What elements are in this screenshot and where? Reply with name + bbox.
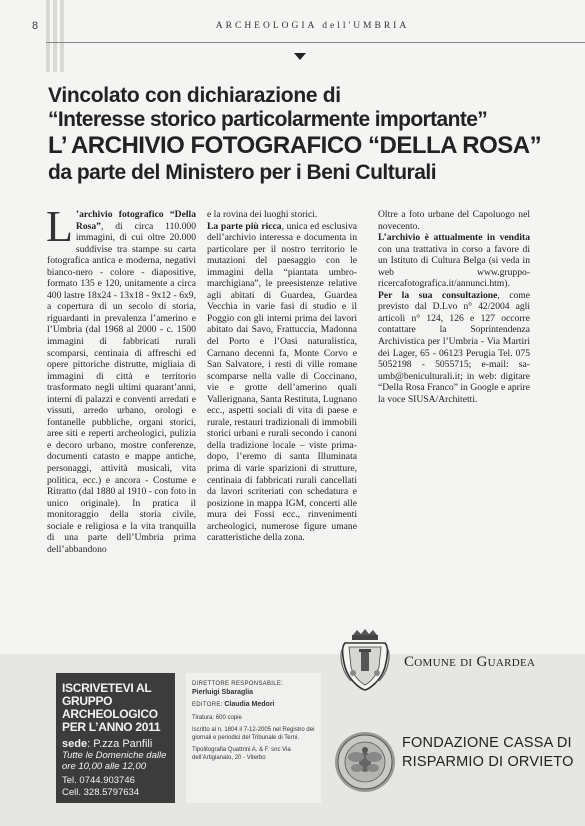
colophon-box	[186, 673, 321, 803]
article-column-1	[46, 202, 196, 555]
article-headline	[48, 84, 568, 185]
fondazione-line-2: RISPARMIO DI ORVIETO	[402, 754, 574, 770]
promo-title: ISCRIVETEVI AL GRUPPO ARCHEOLOGICO PER L’ANNO 2011	[62, 681, 161, 734]
headline-line-1: Vincolato con dichiarazione di	[48, 84, 341, 107]
article-column-3	[378, 209, 530, 555]
drop-cap: L	[46, 202, 73, 251]
lead-bold: L’archivio è attualmente in vendita	[378, 232, 530, 244]
foundation-seal-icon	[334, 731, 396, 793]
magazine-title: ARCHEOLOGIA dell'UMBRIA	[215, 21, 410, 31]
paragraph-text: con una trattativa in corso a favore di un Istituto di Cultura Belga (si veda in web www.gruppo-ricercafotografica.it/annunci.htm).	[378, 243, 530, 290]
sede-value: : P.zza Panfili	[87, 738, 153, 750]
director-name: Pierluigi Sbaraglia	[192, 688, 254, 696]
print-run: Tiratura: 600 copie	[192, 714, 242, 721]
comune-name: Comune di Guardea	[404, 654, 536, 670]
sede-label: sede	[62, 738, 88, 750]
article-column-2	[207, 209, 357, 555]
promo-schedule: Tutte le Domeniche dalle ore 10,00 alle 12,00	[62, 750, 167, 772]
header-decoration	[46, 0, 64, 72]
lead-bold: La parte più ricca	[207, 220, 282, 232]
header-rule	[46, 42, 585, 43]
promo-cell: Cell. 328.5797634	[62, 787, 140, 798]
fondazione-line-1: FONDAZIONE CASSA DI	[402, 735, 572, 751]
paragraph-text: , come previsto dal D.Lvo n° 42/2004 agli articoli n° 124, 126 e 127 occorre contattare la Soprintendenza Archivistica per l’Umbria - Via Martiri dei Lager, 65 - 06123 Perugia Tel. 075 5052198 - 5055715; e-mail: sa-umb@beniculturali.it; in web: digitare “Della Rosa Franco” in Google e aprire la voce SIUSA/Architetti.	[378, 289, 530, 405]
article-body	[46, 202, 557, 555]
fondazione-name	[402, 734, 574, 772]
lead-bold: Per la sua consultazione	[378, 289, 498, 301]
promo-sede	[62, 738, 169, 750]
editor-name: Claudia Medori	[224, 701, 275, 708]
paragraph-text: e la rovina dei luoghi storici.	[207, 209, 318, 220]
registration: Iscritto al n. 1804 il 7-12-2005 nel Registro dei giornali e periodici del Tribunale di Terni.	[192, 727, 315, 741]
promo-tel: Tel. 0744.903746	[62, 775, 135, 786]
promo-box	[56, 673, 175, 803]
headline-line-2: “Interesse storico particolarmente importante”	[48, 108, 488, 131]
printer: Tipolitografia Quattrini A. & F. snc Via dell’Artigianato, 20 - Viterbo	[192, 747, 291, 761]
paragraph-text: , di circa 110.000 immagini, di cui oltre 20.000 suddivise tra stampe su carta fotografica antica e moderna, negativi bianco-nero - colore - diapositive, formato 135 e 120, unitamente a circa 400 lastre 18x24 - 13x18 - 9x12 - 6x9, a copertura di un secolo di storia, riguardanti in prevalenza l’amerino e l’Umbria (dal 1968 al 2000 - c. 1500 immagini di fabbricati rurali scomparsi, centinaia di affreschi ed opere pittoriche distrutte, migliaia di immagini di città e territorio trasformato negli ultimi quarant’anni, interni di palazzi e conventi arredati e vissuti, arredo urbano, orologi e fontanelle pubbliche, organi storici, aree siti e reperti archeologici, pulizia e decoro urbano, mostre conferenze, documenti catasto e mappe antiche, personaggi, attività musicali, vita politica, ecc.) e ancora - Costume e Ritratto (dal 1880 al 1910 - con foto in unico originale). In pratica il monitoraggio della storia civile, sociale e religiosa e la vita tranquilla di una parte dell’Umbria prima dell’abbandono	[47, 220, 196, 555]
lead-bold: ’archivio fotografico “Della Rosa”	[75, 209, 196, 232]
headline-line-4: da parte del Ministero per i Beni Culturali	[48, 161, 437, 184]
editor-label: EDITORE:	[192, 702, 223, 708]
coat-of-arms-icon	[339, 629, 391, 691]
down-arrow-icon	[294, 53, 306, 60]
headline-line-3: L’ ARCHIVIO FOTOGRAFICO “DELLA ROSA”	[48, 132, 542, 159]
paragraph-text: Oltre a foto urbane del Capoluogo nel novecento.	[378, 209, 530, 232]
director-label: DIRETTORE RESPONSABILE:	[192, 681, 284, 687]
page-number: 8	[32, 20, 39, 32]
paragraph-text: , unica ed esclusiva dell’archivio interessa e documenta in particolare per il nostro territorio le mutazioni del paesaggio con le immagini della “piantata umbro-marchigiana”, le preesistenze relative agli abitati di Guardea, Guardea Vecchia in varie fasi di studio e il Poggio con gli interni prima dei lavori abitato dai Savo, Frattuccia, Madonna del Porto e l’Oasi naturalistica, Carnano decenni fa, Monte Corvo e San Salvatore, i resti di ville romane scomparse nella valle di Coccinano, vie e grotte dell’amerino quali Vallerignana, Santa Restituta, Lugnano ecc., aspetti sociali di vita di paese e rurale, restauri tradizionali di immobili storici urbani e rurali secondo i canoni della tradizione locale – viste prima-dopo, l’eremo di santa Illuminata prima di varie sparizioni di strutture, centinaia di fabbricati rurali cancellati da lavori scriteriati con schedatura e posizione in mappa IGM, concerti alle mura dei Fossi ecc., rinvenimenti archeologici, numerose figure umane caratteristiche della zona.	[207, 220, 357, 544]
